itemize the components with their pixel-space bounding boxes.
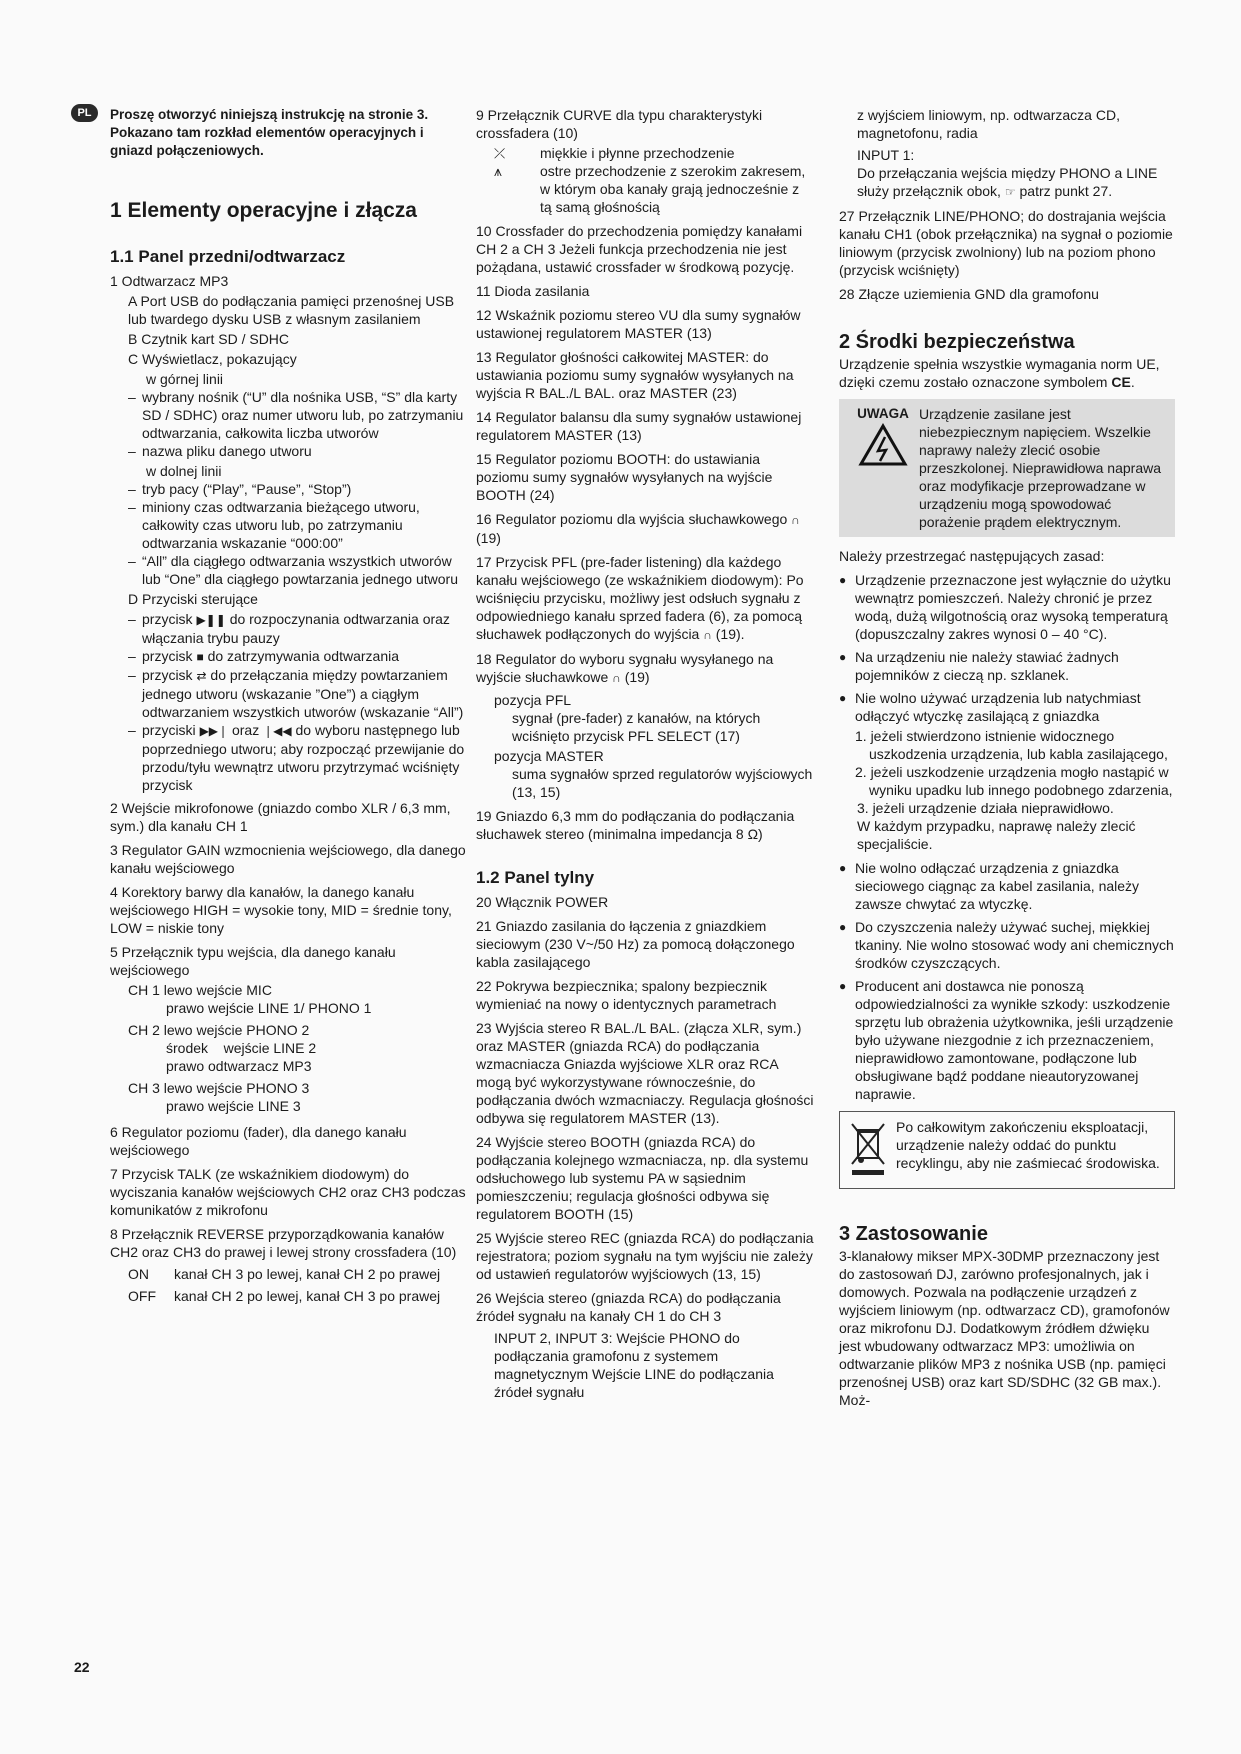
section-1-2-title: 1.2 Panel tylny [476, 868, 595, 887]
recycling-box [839, 1111, 1175, 1189]
item-3: 3 Regulator GAIN wzmocnienia wejściowego, dla danego kanału wejściowego [110, 842, 466, 876]
safety-bullet-2: ● Na urządzeniu nie należy stawiać żadnych pojemników z cieczą np. szklanek. [839, 648, 1175, 684]
item-5: 5 Przełącznik typu wejścia, dla danego kanału wejściowego [110, 944, 396, 978]
display-top-1: – wybrany nośnik (“U” dla nośnika USB, “S” dla karty SD / SDHC) oraz numer utworu lub, po zatrzymaniu odtwarzania, całkowita liczba utworów [128, 388, 470, 442]
headphones-icon: ∩ [791, 513, 800, 527]
high-voltage-warning-icon [858, 423, 908, 467]
display-top-2: – nazwa pliku danego utworu [128, 442, 470, 460]
item-4: 4 Korektory barwy dla kanałów, la danego kanału wejściowego HIGH = wysokie tony, MID = średnie tony, LOW = niskie tony [110, 884, 452, 936]
intro-text: Proszę otworzyć niniejszą instrukcję na stronie 3. Pokazano tam rozkład elementów operacyjnych i gniazd połączeniowych. [110, 107, 429, 158]
warning-box [839, 399, 1175, 537]
item-25: 25 Wyjście stereo REC (gniazda RCA) do podłączania rejestratora; poziom sygnału na tym wyjściu nie zależy od ustawień regulatorów wyjściowych (13, 15) [476, 1230, 814, 1282]
item-20: 20 Włącznik POWER [476, 894, 609, 910]
item-17: 17 Przycisk PFL (pre-fader listening) dla każdego kanału wejściowego (ze wskaźnikiem diodowym): Po wciśnięciu przycisku, możliwy jest odsłuch sygnału z odpowiedniego kanału sprzed fadera (6), za pomocą słuchawek podłączonych do wyjścia ∩ (19). [476, 554, 804, 642]
input-1-desc: Do przełączania wejścia między PHONO a LINE służy przełącznik obok, ☞ patrz punkt 27. [857, 165, 1158, 199]
item-1b: B Czytnik kart SD / SDHC [128, 331, 290, 347]
item-12: 12 Wskaźnik poziomu stereo VU dla sumy sygnałów ustawionej regulatorem MASTER (13) [476, 307, 801, 341]
ch2-left: CH 2 lewo wejście PHONO 2 [128, 1022, 310, 1038]
curve-soft: ⤫ miękkie i płynne przechodzenie [494, 145, 735, 161]
section-1-title: 1 Elementy operacyjne i złącza [110, 199, 417, 222]
condition-note: W każdym przypadku, naprawę należy zlecić specjaliście. [857, 818, 1136, 852]
ce-mark: CE [1111, 374, 1131, 390]
item-23: 23 Wyjścia stereo R BAL./L BAL. (złącza XLR, sym.) oraz MASTER (gniazda RCA) do podłączania wzmacniacza Gniazda wyjściowe XLR oraz RCA mogą być wykorzystywane równocześnie, do podłączania dwóch wzmacniaczy. Regulacja głośności odbywa się regulatorem MASTER (13). [476, 1020, 814, 1126]
warning-text: Urządzenie zasilane jest niebezpiecznym napięciem. Wszelkie naprawy należy zlecić osobie przeszkolonej. Nieprawidłowa naprawa oraz modyfikacje przeprowadzane w urządzeniu mogą spowodować porażenie prądem elektrycznym. [919, 406, 1162, 530]
item-28: 28 Złącze uziemienia GND dla gramofonu [839, 286, 1099, 302]
safety-bullet-6: ● Producent ani dostawca nie ponoszą odpowiedzialności za wynikłe szkody: uszkodzenie sprzętu lub obrażenia użytkownika, jeśli urządzenie było używane niezgodnie z ich przeznaczeniem, nieprawidłowo zamontowane, podłączone lub obsługiwane bądź poddane nieautoryzowanej naprawie. [839, 977, 1175, 1103]
curve-sharp: ⩚ ostre przechodzenie z szerokim zakresem, w którym oba kanały grają jednocześnie z tą samą głośnością [494, 163, 806, 215]
stop-icon: ■ [196, 650, 204, 664]
item-8: 8 Przełącznik REVERSE przyporządkowania kanałów CH2 oraz CH3 do prawej i lewej strony crossfadera (10) [110, 1226, 457, 1260]
reverse-on: ON kanał CH 3 po lewej, kanał CH 2 po prawej [128, 1266, 441, 1282]
column-3 [839, 106, 1175, 1409]
section-3-text: 3-klanałowy mikser MPX-30DMP przeznaczony jest do zastosowań DJ, zarówno profesjonalnych, jak i domowych. Pozwala na podłączenie urządzeń z wyjściem liniowym (np. odtwarzacz CD), gramofonów oraz mikrofonu DJ. Dodatkowym źródłem dźwięku jest wbudowany odtwarzacz MP3: umożliwia on odtwarzanie plików MP3 z nośnika USB (np. pamięci przenośnej USB) oraz kart SD/SDHC (32 GB max.). Moż- [839, 1248, 1170, 1408]
item-1a: A Port USB do podłączania pamięci przenośnej USB lub twardego dysku USB z własnym zasilaniem [128, 293, 455, 327]
language-badge: PL [71, 104, 98, 122]
display-bottom-2: – miniony czas odtwarzania bieżącego utworu, całkowity czas utworu lub, po zatrzymaniu odtwarzania wskazanie “000:00” [128, 498, 470, 552]
stop-desc: – przycisk ■ do zatrzymywania odtwarzania [128, 647, 470, 666]
rules-intro: Należy przestrzegać następujących zasad: [839, 548, 1105, 564]
page-number: 22 [74, 1659, 90, 1675]
item-1d: D Przyciski sterujące [128, 591, 258, 607]
crossed-bin-icon [848, 1118, 888, 1178]
bottom-line-label: w dolnej linii [146, 463, 222, 479]
item-18: 18 Regulator do wyboru sygnału wysyłanego na wyjście słuchawkowe ∩ (19) [476, 651, 774, 685]
section-3-title: 3 Zastosowanie [839, 1223, 988, 1245]
ch3-right: prawo wejście LINE 3 [166, 1098, 301, 1114]
item-21: 21 Gniazdo zasilania do łączenia z gniazdkiem sieciowym (230 V~/50 Hz) za pomocą dołączonego kabla zasilającego [476, 918, 795, 970]
reverse-off: OFF kanał CH 2 po lewej, kanał CH 3 po prawej [128, 1288, 441, 1304]
item-6: 6 Regulator poziomu (fader), dla danego kanału wejściowego [110, 1124, 407, 1158]
top-line-label: w górnej linii [146, 371, 224, 387]
item-27: 27 Przełącznik LINE/PHONO; do dostrajania wejścia kanału CH1 (obok przełącznika) na sygnał o poziomie liniowym (przycisk zwolniony) lub na poziom phono (przycisk wciśnięty) [839, 208, 1173, 278]
play-pause-desc: – przycisk ▶❚❚ do rozpoczynania odtwarzania oraz włączania trybu pauzy [128, 610, 470, 647]
section-1-1-title: 1.1 Panel przedni/odtwarzacz [110, 247, 346, 266]
display-bottom-1: – tryb pacy (“Play”, “Pause”, “Stop”) [128, 480, 470, 498]
item-16: 16 Regulator poziomu dla wyjścia słuchawkowego ∩ (19) [476, 511, 800, 546]
master-position: pozycja MASTER [494, 748, 604, 764]
condition-2: 2. jeżeli uszkodzenie urządzenia mogło nastąpić w wyniku upadku lub innego podobnego zdarzenia, [855, 764, 1173, 798]
column-1 [110, 106, 470, 1305]
sharp-curve-icon: ⩚ [494, 163, 502, 179]
play-pause-icon: ▶❚❚ [196, 613, 226, 627]
item-10: 10 Crossfader do przechodzenia pomiędzy kanałami CH 2 a CH 3 Jeżeli funkcja przechodzenia nie jest pożądana, ustawić crossfader w środkową pozycję. [476, 223, 803, 275]
ch3-left: CH 3 lewo wejście PHONO 3 [128, 1080, 310, 1096]
safety-bullet-4: ● Nie wolno odłączać urządzenia z gniazdka sieciowego ciągnąc za kabel zasilania, należy zawsze chwytać za wtyczkę. [839, 859, 1175, 913]
safety-bullet-1: ● Urządzenie przeznaczone jest wyłącznie do użytku wewnątrz pomieszczeń. Należy chronić je przez wodą, dużą wilgotnością oraz wysoką temperaturą (dopuszczalny zakres wynosi 0 – 40 °C). [839, 571, 1175, 643]
ch2-center: środek wejście LINE 2 [166, 1040, 317, 1056]
previous-track-icon: ❘◀◀ [263, 724, 292, 738]
item-15: 15 Regulator poziomu BOOTH: do ustawiania poziomu sumy sygnałów wysyłanych na wyjście BOOTH (24) [476, 451, 773, 503]
ch1-left: CH 1 lewo wejście MIC [128, 982, 272, 998]
pointing-hand-icon: ☞ [1004, 185, 1016, 199]
column-2 [476, 106, 814, 1401]
condition-3: 3. jeżeli urządzenie działa nieprawidłowo. [857, 800, 1114, 816]
pfl-position: pozycja PFL [494, 692, 572, 708]
section-2-title: 2 Środki bezpieczeństwa [839, 331, 1075, 353]
pfl-desc: sygnał (pre-fader) z kanałów, na których wciśnięto przycisk PFL SELECT (17) [512, 710, 761, 744]
recycling-text: Po całkowitym zakończeniu eksploatacji, urządzenie należy oddać do punktu recyklingu, aby nie zaśmiecać środowiska. [896, 1119, 1160, 1171]
item-1: 1 Odtwarzacz MP3 [110, 273, 229, 289]
ch2-right: prawo odtwarzacz MP3 [166, 1058, 312, 1074]
item-1c: C Wyświetlacz, pokazujący [128, 351, 297, 367]
safety-bullet-5: ● Do czyszczenia należy używać suchej, miękkiej tkaniny. Nie wolno stosować wody ani chemicznych środków czyszczących. [839, 918, 1175, 972]
item-22: 22 Pokrywa bezpiecznika; spalony bezpiecznik wymieniać na nowy o identycznych parametrach [476, 978, 777, 1012]
warning-title: UWAGA [857, 406, 909, 421]
item-2: 2 Wejście mikrofonowe (gniazdo combo XLR / 6,3 mm, sym.) dla kanału CH 1 [110, 800, 451, 834]
soft-curve-icon: ⤫ [494, 145, 506, 161]
skip-desc: – przyciski ▶▶❘ oraz ❘◀◀ do wyboru następnego lub poprzedniego utworu; aby rozpocząć przewijanie do przodu/tyłu wewnątrz utworu przytrzymać wciśnięty przycisk [128, 721, 470, 794]
input-2-3: INPUT 2, INPUT 3: Wejście PHONO do podłączania gramofonu z systemem magnetycznym Wejście LINE do podłączania źródeł sygnału [494, 1330, 774, 1400]
repeat-icon: ⇄ [196, 669, 207, 683]
section-2-intro: Urządzenie spełnia wszystkie wymagania norm UE, dzięki czemu zostało oznaczone symbolem CE. [839, 356, 1160, 390]
headphones-icon: ∩ [612, 671, 621, 685]
repeat-desc: – przycisk ⇄ do przełączania między powtarzaniem jednego utworu (wskazanie ”One”) a ciągłym odtwarzaniem wszystkich utworów (wskazanie “All”) [128, 666, 470, 721]
next-track-icon: ▶▶❘ [199, 724, 229, 738]
item-14: 14 Regulator balansu dla sumy sygnałów ustawionej regulatorem MASTER (13) [476, 409, 802, 443]
item-19: 19 Gniazdo 6,3 mm do podłączania do podłączania słuchawek stereo (minimalna impedancja 8 Ω) [476, 808, 795, 842]
item-26-continued: z wyjściem liniowym, np. odtwarzacza CD, magnetofonu, radia [857, 107, 1120, 141]
item-9: 9 Przełącznik CURVE dla typu charakterystyki crossfadera (10) [476, 107, 763, 141]
display-bottom-3: – “All” dla ciągłego odtwarzania wszystkich utworów lub “One” dla ciągłego powtarzania jednego utworu [128, 552, 470, 588]
condition-1: 1. jeżeli stwierdzono istnienie widocznego uszkodzenia urządzenia, lub kabla zasilającego, [855, 728, 1168, 762]
headphones-icon: ∩ [703, 628, 712, 642]
item-26: 26 Wejścia stereo (gniazda RCA) do podłączania źródeł sygnału na kanały CH 1 do CH 3 [476, 1290, 781, 1324]
item-13: 13 Regulator głośności całkowitej MASTER: do ustawiania poziomu sumy sygnałów wysyłanych na wyjścia R BAL./L BAL. oraz MASTER (23) [476, 349, 794, 401]
ch1-right: prawo wejście LINE 1/ PHONO 1 [166, 1000, 372, 1016]
item-11: 11 Dioda zasilania [476, 283, 590, 299]
master-desc: suma sygnałów sprzed regulatorów wyjściowych (13, 15) [512, 766, 813, 800]
safety-bullet-3: ● Nie wolno używać urządzenia lub natychmiast odłączyć wtyczkę zasilającą z gniazdka [839, 689, 1175, 725]
item-24: 24 Wyjście stereo BOOTH (gniazda RCA) do podłączania kolejnego wzmacniacza, np. dla systemu odsłuchowego lub systemu PA w sąsiednim pomieszczeniu; regulacja głośności odbywa się regulatorem BOOTH (15) [476, 1134, 809, 1222]
input-1-label: INPUT 1: [857, 147, 915, 163]
item-7: 7 Przycisk TALK (ze wskaźnikiem diodowym) do wyciszania kanałów wejściowych CH2 oraz CH3 podczas komunikatów z mikrofonu [110, 1166, 466, 1218]
